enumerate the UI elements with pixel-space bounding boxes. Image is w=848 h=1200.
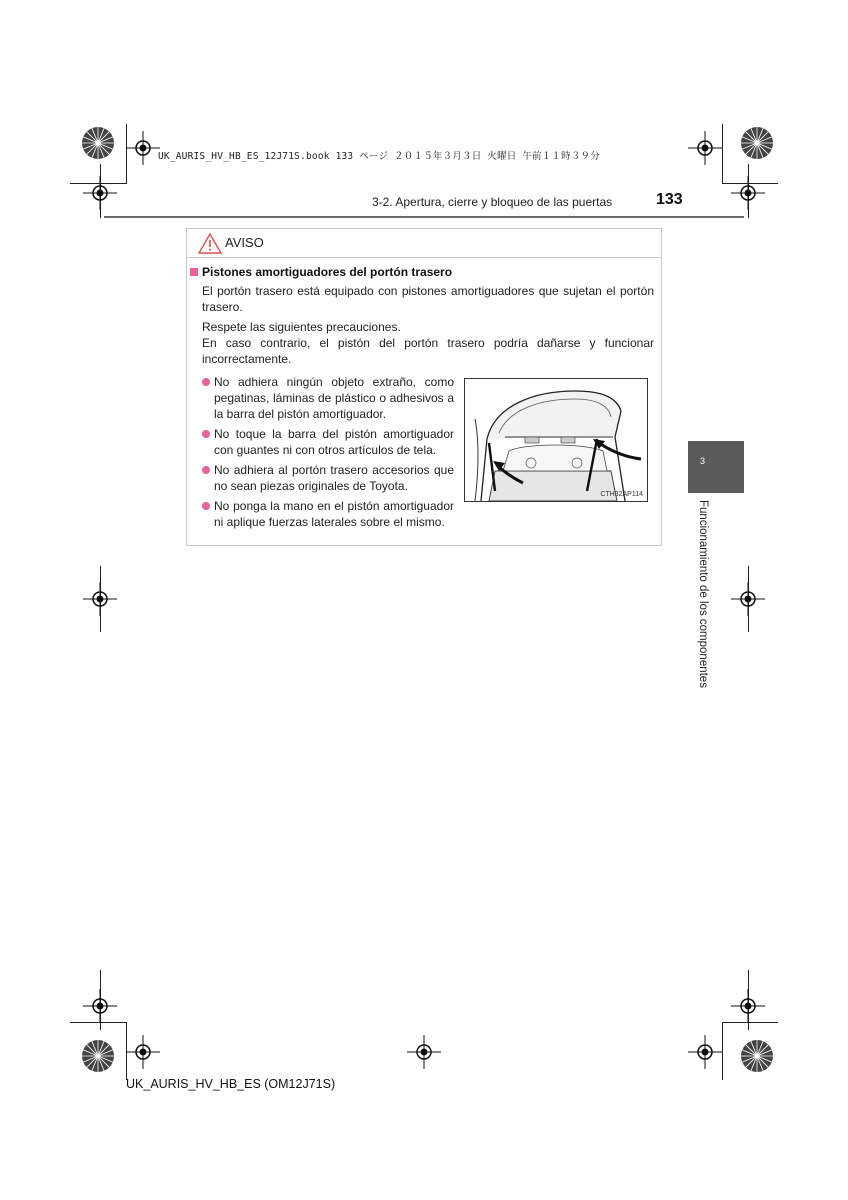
warning-label: AVISO [225,235,264,250]
paragraph: En caso contrario, el pistón del portón trasero podría dañarse y funcionar incorrectamente. [202,336,654,366]
header-rule [104,216,744,218]
file-header: UK_AURIS_HV_HB_ES_12J71S.book 133 ページ ２０１５年３月３日 火曜日 午前１１時３９分 [158,151,600,162]
crop-line [722,1022,723,1080]
list-item-text: No adhiera al portón trasero accesorios que no sean piezas originales de Toyota. [214,463,454,493]
pink-square-icon [190,268,198,276]
list-item [202,374,454,422]
chapter-number: 3 [700,456,706,466]
registration-rosette-icon [740,1039,774,1073]
warning-subheading-text: Pistones amortiguadores del portón trasero [202,265,453,279]
list-item-text: No ponga la mano en el pistón amortiguador ni aplique fuerzas laterales sobre el mismo. [214,499,454,529]
precautions-list [202,374,454,534]
warning-triangle-icon [198,233,222,254]
bullet-dot-icon [202,430,210,438]
registration-target-icon [126,1035,160,1069]
paragraph: El portón trasero está equipado con pistones amortiguadores que sujetan el portón trasero. [202,284,654,314]
registration-target-icon [731,582,765,616]
registration-target-icon [83,989,117,1023]
bullet-dot-icon [202,502,210,510]
warning-header [187,229,661,258]
chapter-caption: Funcionamiento de los componentes [697,500,709,688]
tailgate-drawing-icon [465,379,648,502]
tailgate-illustration [464,378,648,502]
bullet-dot-icon [202,378,210,386]
crop-line [722,124,723,184]
footer-code: UK_AURIS_HV_HB_ES (OM12J71S) [126,1077,336,1091]
illustration-code: CTH32AP114 [600,491,643,498]
registration-target-icon [407,1035,441,1069]
chapter-tab [688,441,744,493]
registration-rosette-icon [81,1039,115,1073]
registration-target-icon [731,989,765,1023]
bullet-dot-icon [202,466,210,474]
paragraph: Respete las siguientes precauciones. [202,320,401,334]
registration-rosette-icon [740,126,774,160]
registration-target-icon [688,1035,722,1069]
registration-rosette-icon [81,126,115,160]
list-item-text: No adhiera ningún objeto extraño, como pegatinas, láminas de plástico o adhesivos a la barra del pistón amortiguador. [214,375,454,421]
list-item-text: No toque la barra del pistón amortiguador con guantes ni con otros artículos de tela. [214,427,454,457]
list-item [202,426,454,458]
section-title: 3-2. Apertura, cierre y bloqueo de las puertas [372,195,613,209]
registration-target-icon [83,176,117,210]
registration-target-icon [688,131,722,165]
registration-target-icon [83,582,117,616]
registration-target-icon [731,176,765,210]
list-item [202,462,454,494]
page-number: 133 [656,191,683,208]
registration-target-icon [126,131,160,165]
warning-subheading [190,265,452,279]
list-item [202,498,454,530]
